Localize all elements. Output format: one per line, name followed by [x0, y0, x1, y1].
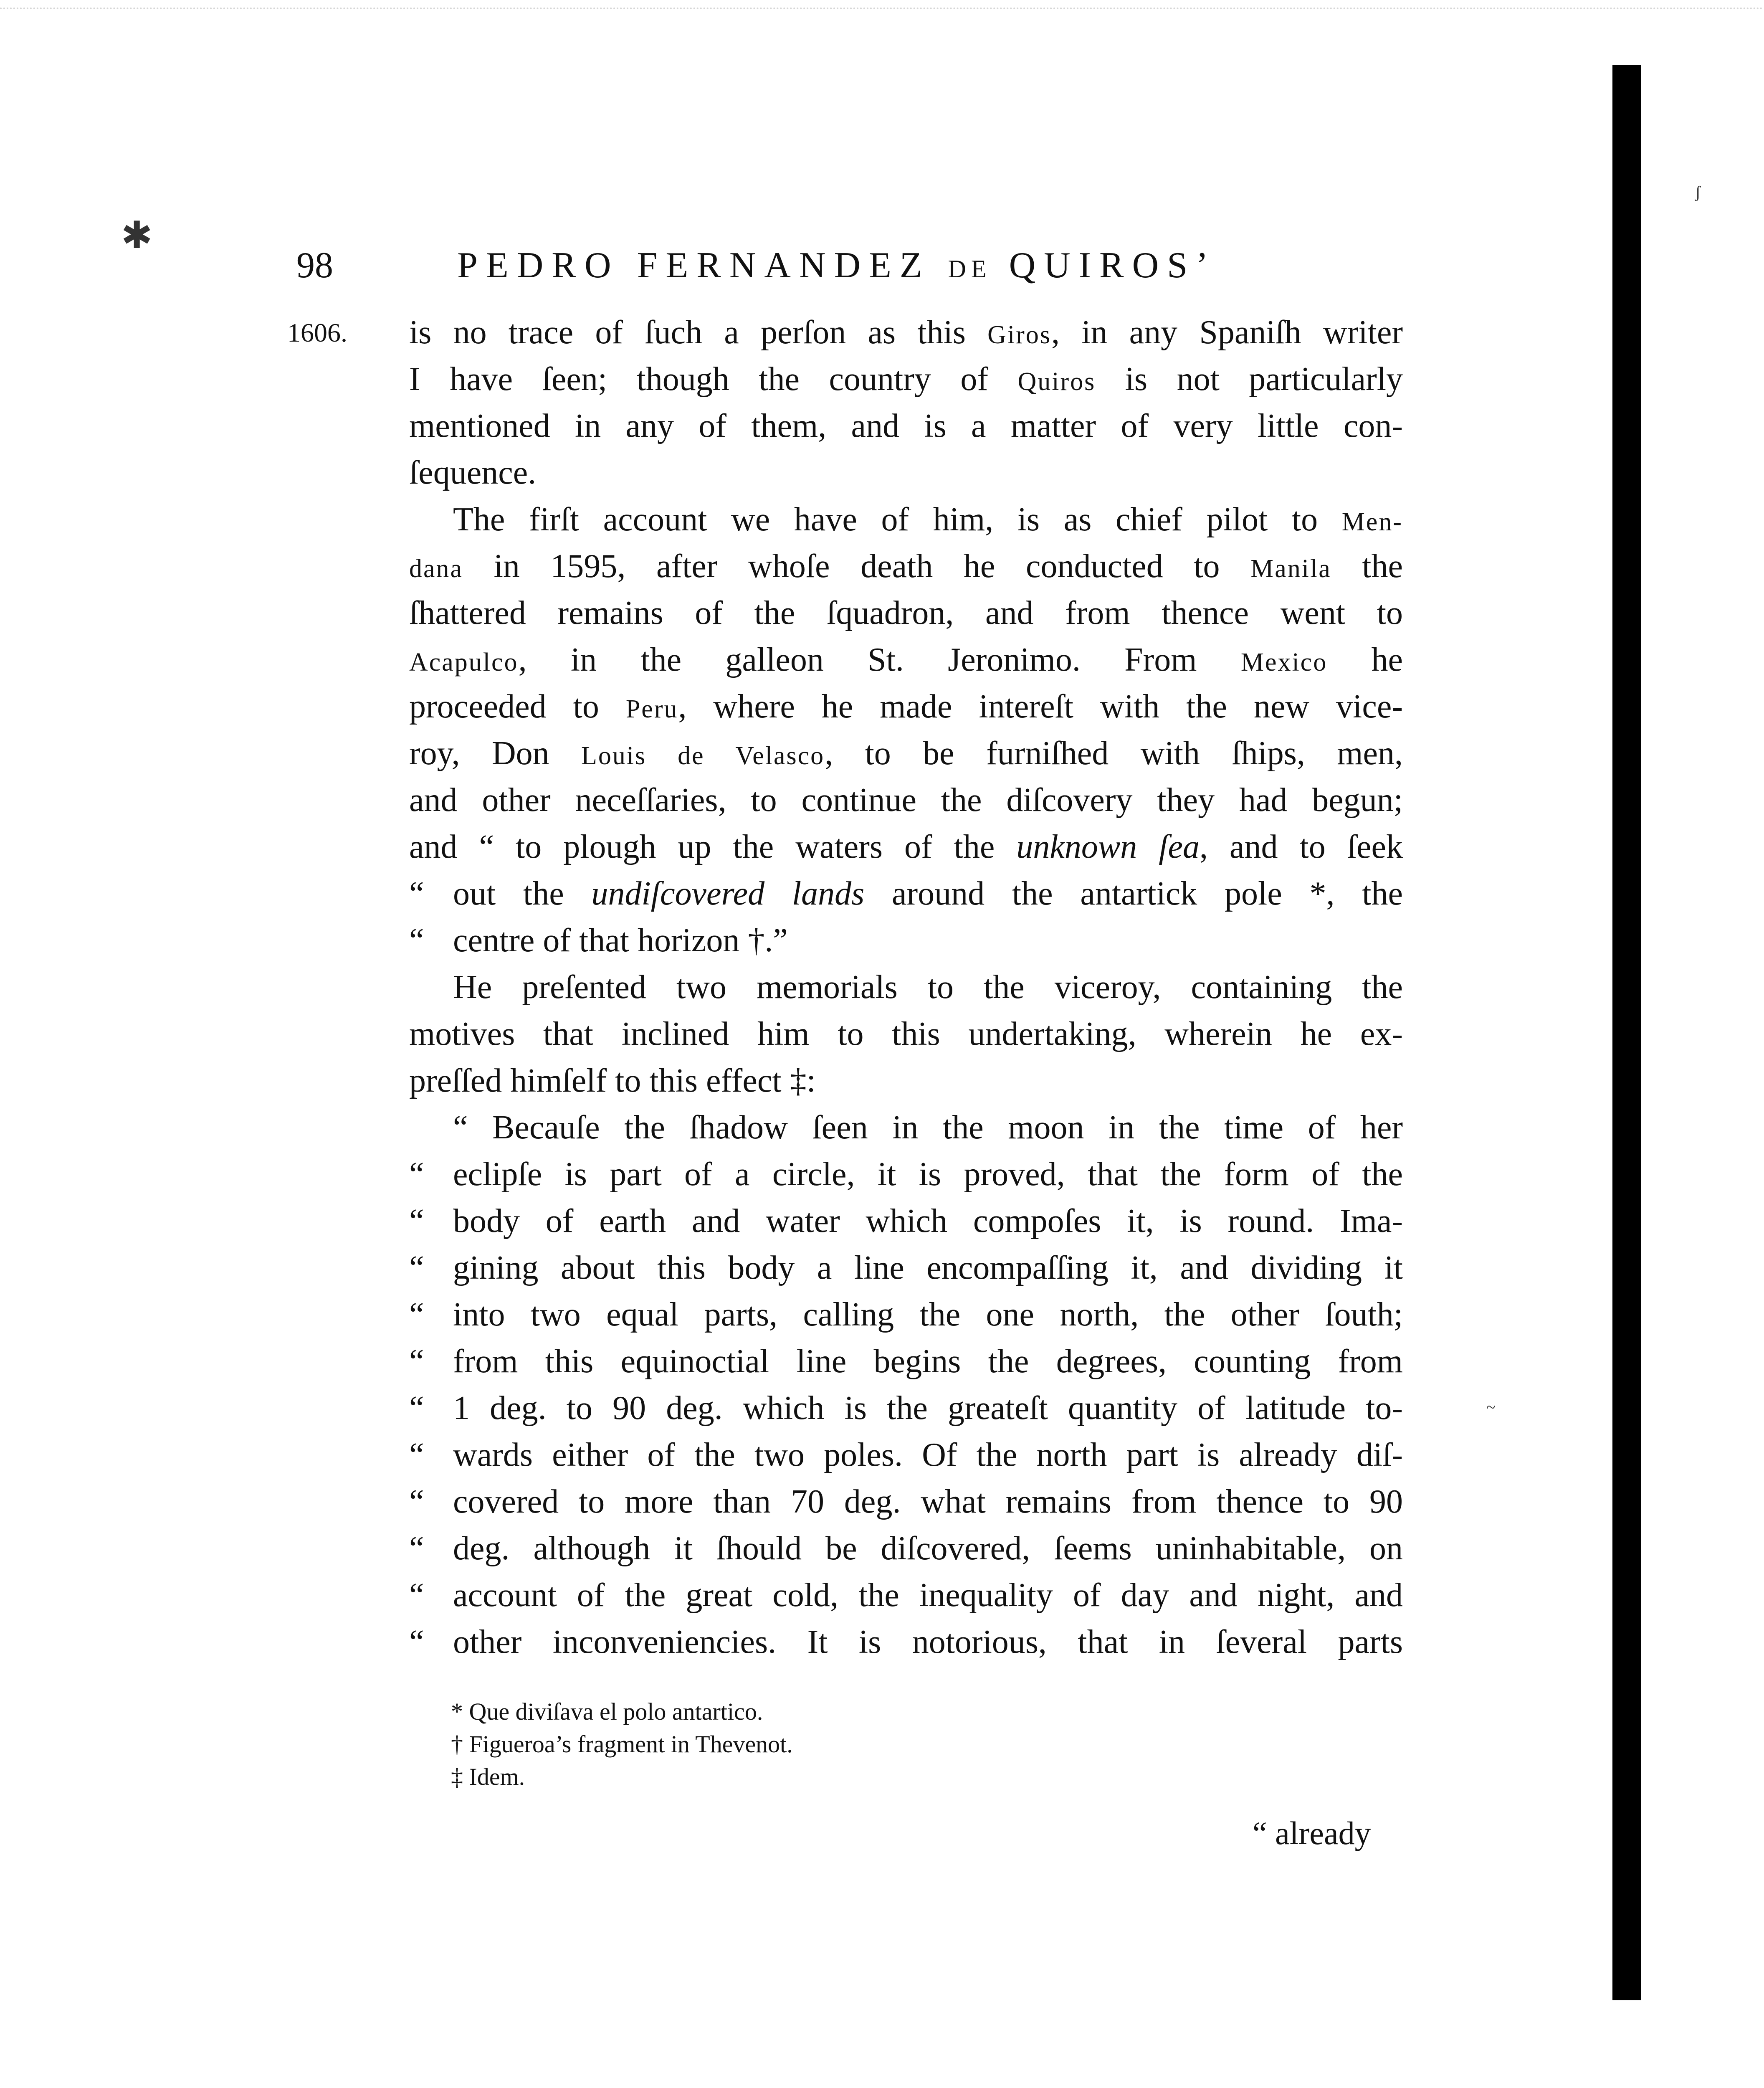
ink-speck: ~ — [1486, 1398, 1496, 1416]
page-number: 98 — [296, 245, 333, 286]
quote-line: “ account of the great cold, the inequality of day and night, and — [409, 1577, 1403, 1614]
quote-line: “ 1 deg. to 90 deg. which is the greateſt quantity of latitude to- — [409, 1390, 1403, 1427]
quote-line: “ out the undiſcovered lands around the antartick pole *, the — [409, 875, 1403, 912]
footnote: † Figueroa’s fragment in Thevenot. — [451, 1731, 793, 1758]
quote-line: “ other inconveniencies. It is notorious, that in ſeveral parts — [409, 1624, 1403, 1660]
text-line: ſhattered remains of the ſquadron, and from thence went to — [409, 595, 1403, 631]
text-line: is no trace of ſuch a perſon as this Giros, in any Spaniſh writer — [409, 314, 1403, 351]
text-line: motives that inclined him to this undertaking, wherein he ex- — [409, 1016, 1403, 1052]
text-line: and other neceſſaries, to continue the diſcovery they had begun; — [409, 782, 1403, 818]
quote-line: “ wards either of the two poles. Of the north part is already diſ- — [409, 1437, 1403, 1473]
quote-line: “ gining about this body a line encompaſſing it, and dividing it — [409, 1249, 1403, 1286]
catchword: “ already — [1253, 1815, 1371, 1851]
book-spine-shadow — [1612, 65, 1641, 2000]
quote-line: “ into two equal parts, calling the one north, the other ſouth; — [409, 1296, 1403, 1333]
text-line: The firſt account we have of him, is as chief pilot to Men- — [453, 501, 1403, 538]
quote-line: “ covered to more than 70 deg. what remains from thence to 90 — [409, 1483, 1403, 1520]
ink-speck: ʃ — [1695, 182, 1701, 201]
running-head: PEDRO FERNANDEZ DE QUIROS’ — [457, 245, 1217, 286]
text-line: He preſented two memorials to the viceroy, containing the — [453, 969, 1403, 1006]
quote-line: “ Becauſe the ſhadow ſeen in the moon in the time of her — [453, 1109, 1403, 1146]
page-edge-top — [0, 8, 1764, 12]
text-line: mentioned in any of them, and is a matter of very little con- — [409, 408, 1403, 444]
footnote: ‡ Idem. — [451, 1763, 525, 1790]
quote-line: “ body of earth and water which compoſes it, is round. Ima- — [409, 1203, 1403, 1239]
footnote: * Que diviſava el polo antartico. — [451, 1698, 763, 1725]
text-line: I have ſeen; though the country of Quiros is not particularly — [409, 361, 1403, 398]
body-text — [409, 309, 1403, 1665]
footnotes — [451, 1695, 1077, 1793]
ink-blot: ✱ — [121, 215, 153, 256]
text-line: preſſed himſelf to this effect ‡: — [409, 1062, 816, 1099]
quote-line: “ deg. although it ſhould be diſcovered, ſeems uninhabitable, on — [409, 1530, 1403, 1567]
margin-year: 1606. — [287, 318, 347, 347]
text-line: dana in 1595, after whoſe death he conducted to Manila the — [409, 548, 1403, 585]
text-line: Acapulco, in the galleon St. Jeronimo. From Mexico he — [409, 641, 1403, 678]
quote-line: “ eclipſe is part of a circle, it is proved, that the form of the — [409, 1156, 1403, 1193]
text-line: and “ to plough up the waters of the unknown ſea, and to ſeek — [409, 829, 1403, 865]
page-header — [0, 244, 1461, 294]
text-line: proceeded to Peru, where he made intereſt with the new vice- — [409, 688, 1403, 725]
text-line: ſequence. — [409, 454, 537, 491]
quote-line: “ centre of that horizon †.” — [409, 922, 788, 959]
quote-line: “ from this equinoctial line begins the degrees, counting from — [409, 1343, 1403, 1380]
text-line: roy, Don Louis de Velasco, to be furniſhed with ſhips, men, — [409, 735, 1403, 772]
